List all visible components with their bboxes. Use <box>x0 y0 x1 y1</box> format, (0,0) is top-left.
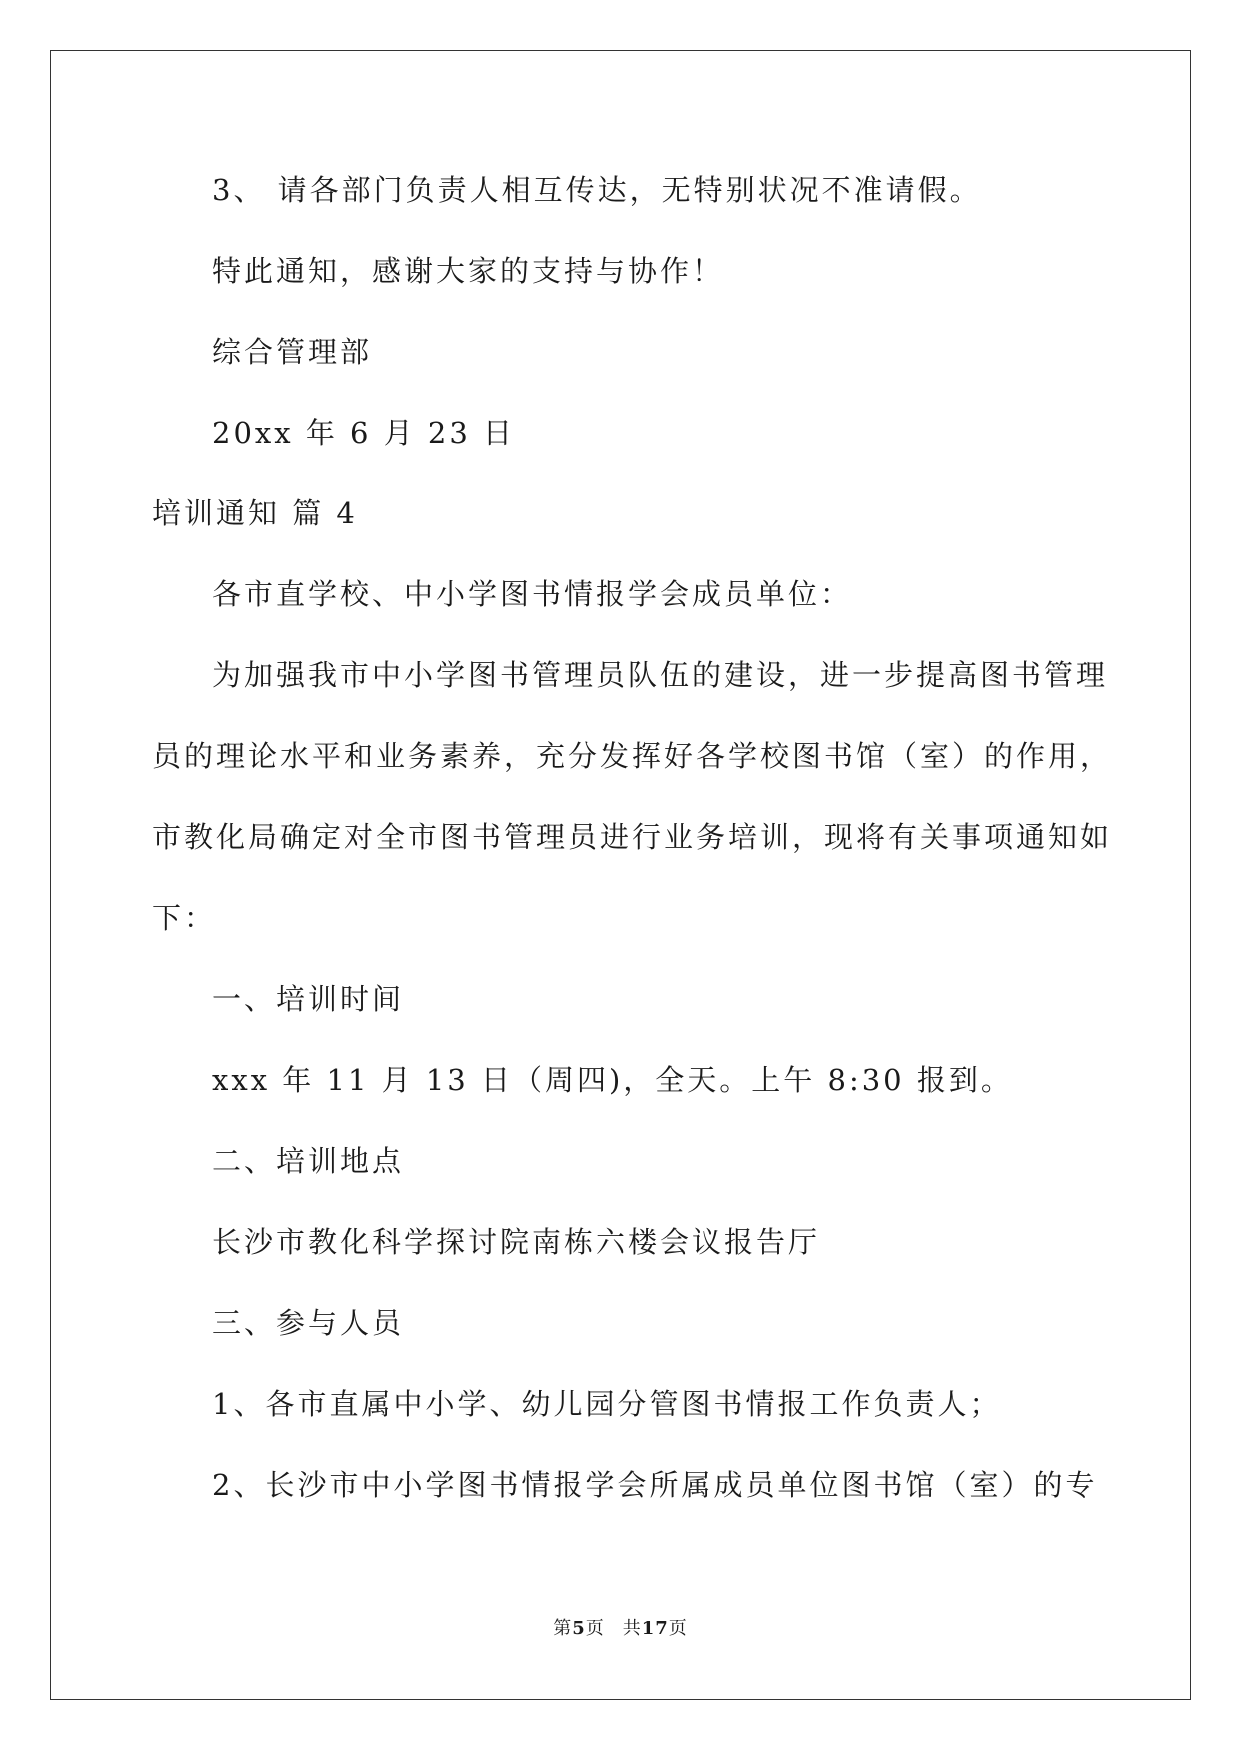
footer-total-prefix: 共 <box>622 1618 642 1639</box>
signature-date: 20xx 年 6 月 23 日 <box>212 416 516 450</box>
closing-sentence: 特此通知，感谢大家的支持与协作！ <box>212 254 725 288</box>
training-time-text: xxx 年 11 月 13 日（周四)，全天。上午 8:30 报到。 <box>212 1063 1013 1097</box>
page-border <box>50 50 1191 1700</box>
footer-total-suffix: 页 <box>668 1618 688 1639</box>
salutation: 各市直学校、中小学图书情报学会成员单位： <box>212 577 853 611</box>
body-paragraph-line-2: 员的理论水平和业务素养，充分发挥好各学校图书馆（室）的作用， <box>152 739 1113 773</box>
footer-page-suffix: 页 <box>585 1618 605 1639</box>
training-location-text: 长沙市教化科学探讨院南栋六楼会议报告厅 <box>212 1225 821 1259</box>
heading-participants: 三、参与人员 <box>212 1306 405 1340</box>
heading-training-time: 一、培训时间 <box>212 982 405 1016</box>
participants-item-1: 1、各市直属中小学、幼儿园分管图书情报工作负责人； <box>212 1387 1002 1421</box>
page-footer <box>0 1617 1241 1641</box>
signature-department: 综合管理部 <box>212 335 373 369</box>
body-paragraph-line-1: 为加强我市中小学图书管理员队伍的建设，进一步提高图书管理 <box>212 658 1109 692</box>
heading-training-location: 二、培训地点 <box>212 1144 405 1178</box>
notice-item-3: 3、 请各部门负责人相互传达，无特别状况不准请假。 <box>212 173 982 207</box>
body-paragraph-line-3: 市教化局确定对全市图书管理员进行业务培训，现将有关事项通知如 <box>152 820 1113 854</box>
body-paragraph-line-4: 下： <box>152 901 217 935</box>
section-heading: 培训通知 篇 4 <box>152 496 358 530</box>
participants-item-2: 2、长沙市中小学图书情报学会所属成员单位图书馆（室）的专 <box>212 1468 1098 1502</box>
footer-total-pages: 17 <box>641 1618 669 1639</box>
footer-page-number: 5 <box>572 1618 586 1639</box>
footer-page-prefix: 第 <box>553 1618 573 1639</box>
